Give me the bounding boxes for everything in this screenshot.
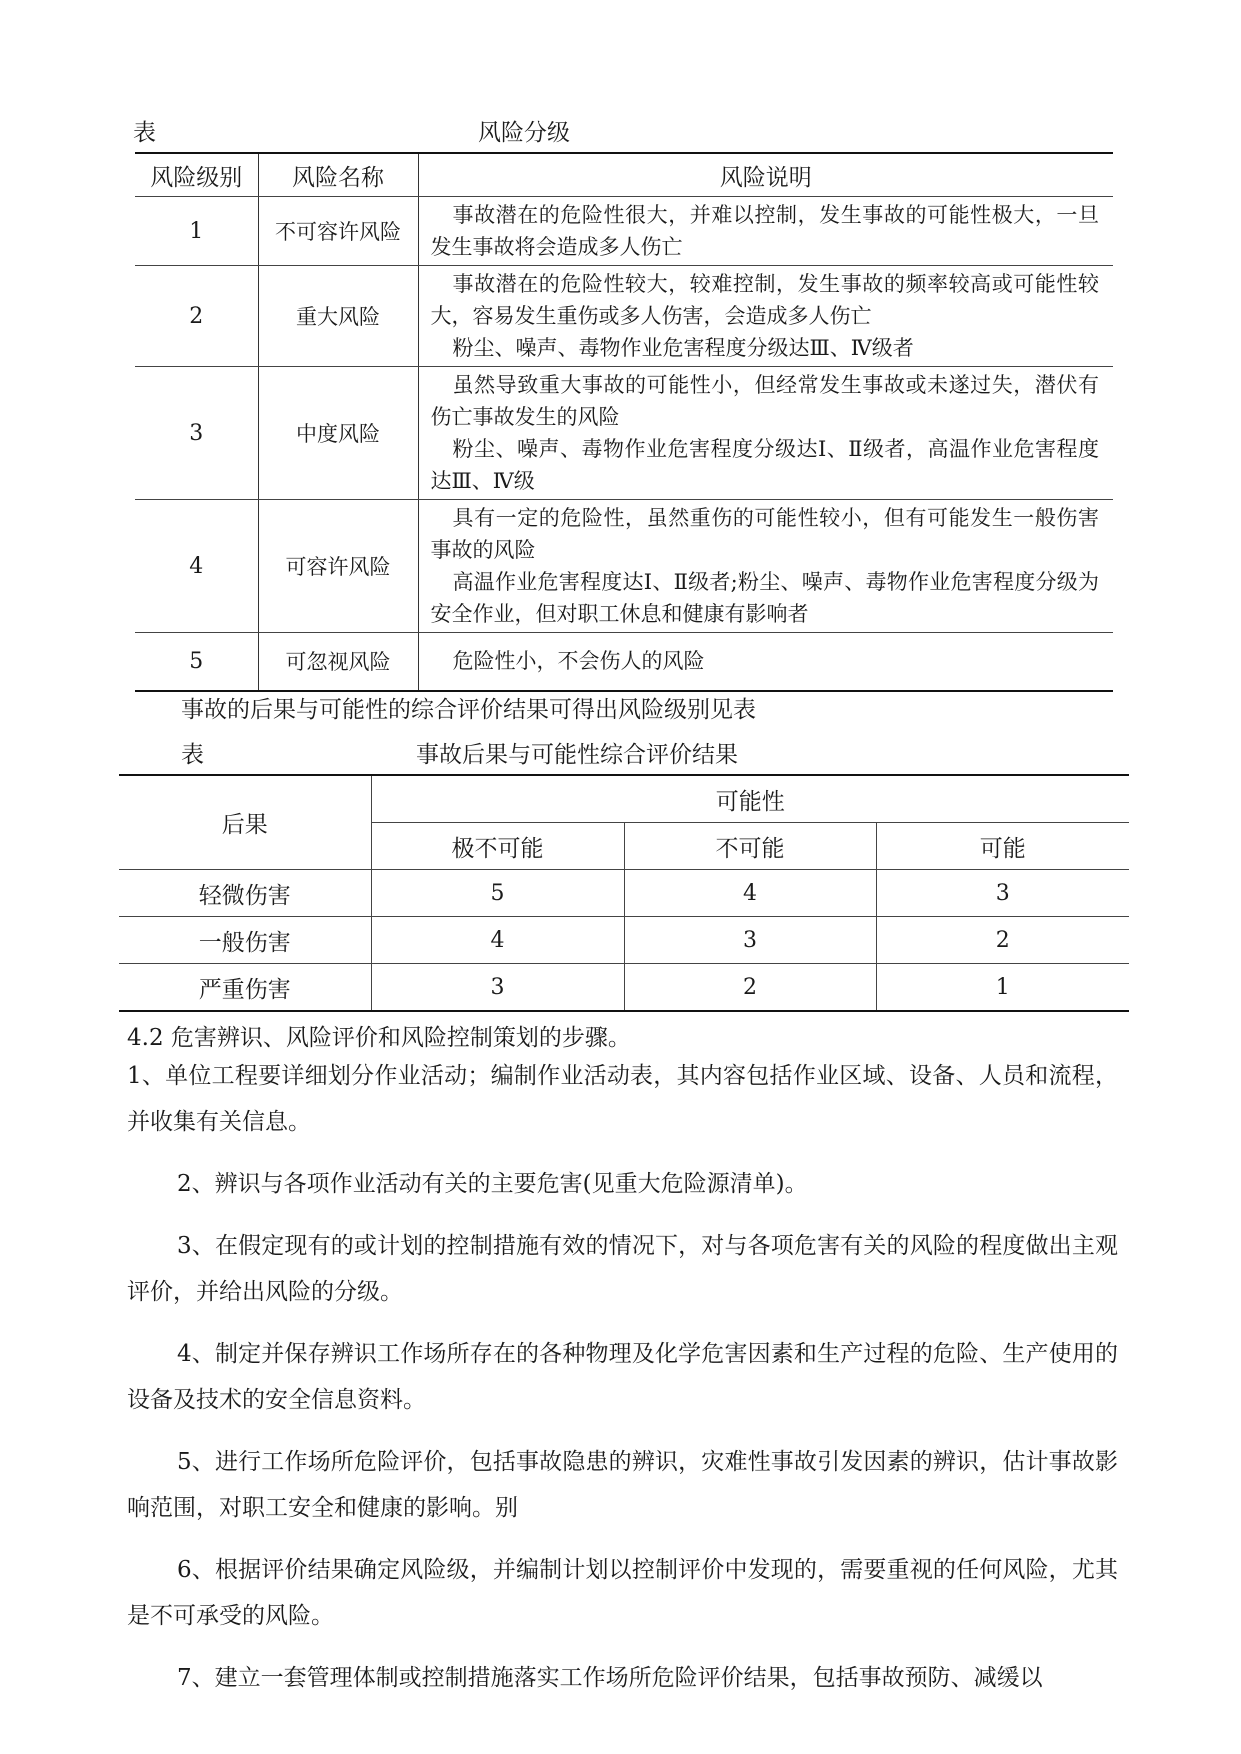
risk-name-cell: 中度风险	[258, 367, 418, 500]
risk-desc-cell	[418, 367, 1113, 500]
table2-col-header: 可能	[876, 823, 1129, 870]
table1-header-name: 风险名称	[258, 153, 418, 197]
step-paragraph: 3、在假定现有的或计划的控制措施有效的情况下，对与各项危害有关的风险的程度做出主观评价，并给出风险的分级。	[127, 1233, 1118, 1305]
risk-desc-line: 高温作业危害程度达Ⅰ、Ⅱ级者;粉尘、噪声、毒物作业危害程度分级为安全作业，但对职工休息和健康有影响者	[430, 570, 1099, 626]
risk-value-cell: 2	[624, 964, 876, 1012]
table1-header-level: 风险级别	[135, 153, 258, 197]
risk-level-cell: 2	[135, 266, 258, 367]
risk-name-cell: 可忽视风险	[258, 633, 418, 691]
risk-value-cell: 1	[876, 964, 1129, 1012]
risk-level-table	[135, 152, 1113, 692]
risk-level-cell: 3	[135, 367, 258, 500]
risk-level-cell: 1	[135, 197, 258, 266]
risk-desc-line: 粉尘、噪声、毒物作业危害程度分级达Ⅲ、Ⅳ级者	[452, 336, 914, 360]
table-row	[119, 870, 1129, 917]
risk-name-cell: 重大风险	[258, 266, 418, 367]
risk-desc-cell	[418, 197, 1113, 266]
table2-caption-prefix: 表	[181, 742, 204, 768]
step-paragraph: 2、辨识与各项作业活动有关的主要危害(见重大危险源清单)。	[177, 1171, 808, 1197]
consequence-label: 严重伤害	[119, 964, 371, 1012]
table2-col-group-header: 可能性	[371, 775, 1129, 823]
table-row	[119, 964, 1129, 1012]
table2-caption-title: 事故后果与可能性综合评价结果	[416, 742, 738, 768]
table-row	[135, 197, 1113, 266]
table2-row-header: 后果	[119, 775, 371, 870]
section-body	[127, 1053, 1118, 1701]
table-row	[135, 266, 1113, 367]
risk-name-cell: 可容许风险	[258, 500, 418, 633]
consequence-label: 轻微伤害	[119, 870, 371, 917]
table1-caption-title: 风险分级	[478, 120, 570, 146]
table-row	[135, 500, 1113, 633]
step-paragraph: 7、建立一套管理体制或控制措施落实工作场所危险评价结果，包括事故预防、减缓以	[177, 1665, 1043, 1691]
table2-col-header: 不可能	[624, 823, 876, 870]
risk-desc-line: 虽然导致重大事故的可能性小，但经常发生事故或未遂过失，潜伏有伤亡事故发生的风险	[430, 373, 1099, 429]
risk-desc-cell	[418, 266, 1113, 367]
table1-caption-prefix: 表	[133, 120, 156, 146]
step-paragraph: 6、根据评价结果确定风险级，并编制计划以控制评价中发现的，需要重视的任何风险，尤其是不可承受的风险。	[127, 1557, 1118, 1629]
table-row	[119, 917, 1129, 964]
risk-value-cell: 3	[624, 917, 876, 964]
risk-desc-line: 具有一定的危险性，虽然重伤的可能性较小，但有可能发生一般伤害事故的风险	[430, 506, 1099, 562]
step-paragraph: 5、进行工作场所危险评价，包括事故隐患的辨识，灾难性事故引发因素的辨识，估计事故影响范围，对职工安全和健康的影响。别	[127, 1449, 1118, 1521]
table2-header-row	[119, 775, 1129, 823]
risk-desc-line: 事故潜在的危险性很大，并难以控制，发生事故的可能性极大，一旦发生事故将会造成多人伤亡	[430, 203, 1099, 259]
risk-level-cell: 4	[135, 500, 258, 633]
risk-level-cell: 5	[135, 633, 258, 691]
risk-value-cell: 4	[371, 917, 624, 964]
risk-desc-line: 粉尘、噪声、毒物作业危害程度分级达Ⅰ、Ⅱ级者，高温作业危害程度达Ⅲ、Ⅳ级	[430, 437, 1099, 493]
table1-header-desc: 风险说明	[418, 153, 1113, 197]
step-paragraph: 4、制定并保存辨识工作场所存在的各种物理及化学危害因素和生产过程的危险、生产使用的设备及技术的安全信息资料。	[127, 1341, 1118, 1413]
consequence-label: 一般伤害	[119, 917, 371, 964]
risk-name-cell: 不可容许风险	[258, 197, 418, 266]
table-row	[135, 367, 1113, 500]
risk-value-cell: 4	[624, 870, 876, 917]
table-row	[135, 633, 1113, 691]
intro-line: 事故的后果与可能性的综合评价结果可得出风险级别见表	[181, 697, 756, 723]
table2-col-header: 极不可能	[371, 823, 624, 870]
risk-value-cell: 3	[876, 870, 1129, 917]
risk-desc-cell	[418, 500, 1113, 633]
section-heading: 4.2 危害辨识、风险评价和风险控制策划的步骤。	[127, 1025, 631, 1051]
step-paragraph: 1、单位工程要详细划分作业活动；编制作业活动表，其内容包括作业区域、设备、人员和流程，并收集有关信息。	[127, 1063, 1118, 1135]
consequence-likelihood-table	[119, 774, 1129, 1012]
risk-value-cell: 2	[876, 917, 1129, 964]
risk-desc-line: 事故潜在的危险性较大，较难控制，发生事故的频率较高或可能性较大，容易发生重伤或多人伤害，会造成多人伤亡	[430, 272, 1099, 328]
risk-desc-cell	[418, 633, 1113, 691]
risk-value-cell: 5	[371, 870, 624, 917]
risk-desc-line: 危险性小，不会伤人的风险	[452, 649, 705, 674]
table1-header-row	[135, 153, 1113, 197]
risk-value-cell: 3	[371, 964, 624, 1012]
